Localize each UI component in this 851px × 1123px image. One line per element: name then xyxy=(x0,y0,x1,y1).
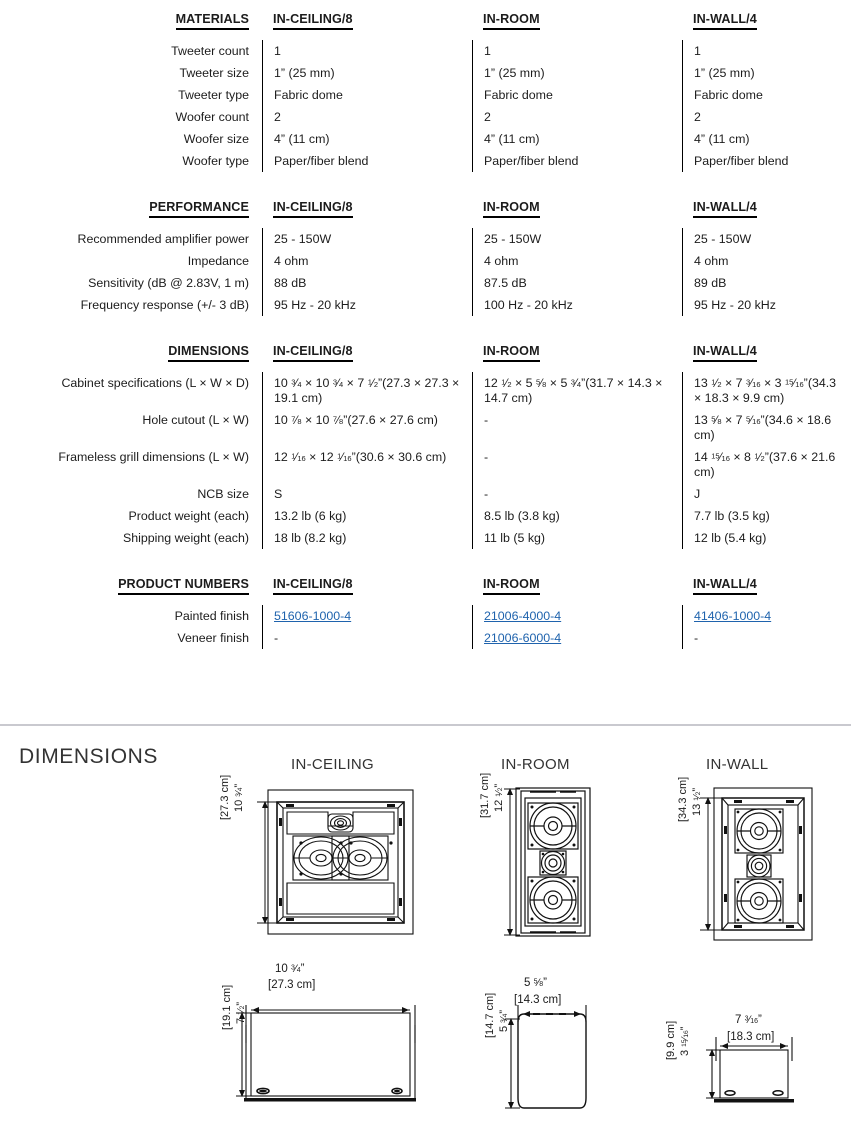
table-cell xyxy=(682,128,843,150)
table-cell xyxy=(682,294,843,316)
table-row xyxy=(0,372,851,409)
row-label: Tweeter count xyxy=(171,44,249,58)
table-cell xyxy=(472,272,682,294)
table-row xyxy=(0,128,851,150)
table-cell xyxy=(682,40,843,62)
table-cell xyxy=(682,228,843,250)
table-header-row xyxy=(0,12,851,30)
table-row xyxy=(0,272,851,294)
in-room-side-height-in-wrap xyxy=(498,1010,510,1032)
product-number-link[interactable]: 51606-1000-4 xyxy=(274,609,352,623)
cell-value: Fabric dome xyxy=(274,88,343,102)
cell-value: S xyxy=(274,487,283,501)
table-cell xyxy=(472,294,682,316)
table-cell xyxy=(262,483,472,505)
in-ceiling-front-height-label xyxy=(219,775,231,820)
in-room-front-height-cm: [31.7 cm] xyxy=(479,772,491,818)
table-cell xyxy=(682,250,843,272)
cell-value: 87.5 dB xyxy=(484,276,527,290)
table-cell xyxy=(472,106,682,128)
in-room-front-height-cm-wrap xyxy=(479,773,491,818)
in-room-side-height-cm: [14.7 cm] xyxy=(484,992,496,1038)
table-cell xyxy=(682,605,843,627)
row-label: Frequency response (+/- 3 dB) xyxy=(80,298,249,312)
table-cell xyxy=(682,627,843,649)
cell-value: Paper/fiber blend xyxy=(274,154,369,168)
spec-section-performance xyxy=(0,200,851,316)
in-ceiling-side-height-cm-wrap xyxy=(221,985,233,1030)
table-cell xyxy=(472,84,682,106)
cell-line-1: 13 $^1⁄_2 \times 7$ $^3⁄_{16} \times 3$ $^{15}⁄_{16}$” xyxy=(694,376,808,390)
in-room-side-drawing xyxy=(490,1000,630,1120)
row-label: Recommended amplifier power xyxy=(77,232,249,246)
in-ceiling-side-width-in: 10 $^3⁄_4$” xyxy=(275,963,305,975)
column-header-3: IN-WALL/4 xyxy=(682,577,843,595)
table-cell xyxy=(262,372,472,409)
cell-line-1: 12 $^1⁄_2 \times 5$ $^5⁄_8 \times 5$ $^3⁄_4$” xyxy=(484,376,586,390)
in-ceiling-side-height-cm: [19.1 cm] xyxy=(221,984,233,1030)
in-room-side-width-cm: [14.3 cm] xyxy=(514,994,562,1006)
row-label: Veneer finish xyxy=(177,631,249,645)
cell-value: 1” (25 mm) xyxy=(274,66,335,80)
table-row xyxy=(0,228,851,250)
cell-value: - xyxy=(694,631,699,645)
cell-value: 18 lb (8.2 kg) xyxy=(274,531,347,545)
in-ceiling-front-height-in: 10 $^3⁄_4$” xyxy=(233,783,245,812)
in-ceiling-front-drawing xyxy=(225,788,425,938)
diagram-caption-in-room: IN-ROOM xyxy=(501,756,570,773)
in-wall-side-width-cm: [18.3 cm] xyxy=(727,1031,775,1043)
cell-value: 88 dB xyxy=(274,276,307,290)
table-cell xyxy=(682,84,843,106)
table-cell xyxy=(262,527,472,549)
column-header-3: IN-WALL/4 xyxy=(682,12,843,30)
cell-value: Paper/fiber blend xyxy=(484,154,579,168)
in-wall-side-height-cm: [9.9 cm] xyxy=(665,1020,677,1060)
table-row xyxy=(0,250,851,272)
column-header-1: IN-CEILING/8 xyxy=(262,577,472,595)
column-header-1: IN-CEILING/8 xyxy=(262,12,472,30)
table-cell xyxy=(262,627,472,649)
cell-value: 2 xyxy=(274,110,281,124)
spec-section-dimensions xyxy=(0,344,851,549)
column-header-2: IN-ROOM xyxy=(472,12,682,30)
in-room-side-height-cm-wrap xyxy=(484,993,496,1038)
table-cell xyxy=(472,527,682,549)
table-row xyxy=(0,294,851,316)
table-cell xyxy=(472,605,682,627)
table-cell xyxy=(262,228,472,250)
in-ceiling-front-height-in-wrap xyxy=(233,784,245,812)
table-header-row xyxy=(0,344,851,362)
section-header-label: PERFORMANCE xyxy=(0,200,262,218)
column-header-3: IN-WALL/4 xyxy=(682,200,843,218)
cell-line-1: 12 $^1⁄_{16} \times 12$ $^1⁄_{16}$” xyxy=(274,450,356,464)
table-row xyxy=(0,527,851,549)
table-row xyxy=(0,40,851,62)
product-number-link[interactable]: 41406-1000-4 xyxy=(694,609,772,623)
table-cell xyxy=(682,446,843,483)
cell-line-1: 13 $^5⁄_8 \times 7$ $^5⁄_{16}$” xyxy=(694,413,765,427)
table-row xyxy=(0,505,851,527)
row-label: Cabinet specifications (L × W × D) xyxy=(61,376,249,390)
table-cell xyxy=(472,128,682,150)
table-row xyxy=(0,84,851,106)
cell-value: Fabric dome xyxy=(694,88,763,102)
table-cell xyxy=(472,250,682,272)
cell-value: - xyxy=(274,631,279,645)
row-label: Woofer type xyxy=(182,154,249,168)
row-label: NCB size xyxy=(197,487,249,501)
table-cell xyxy=(262,150,472,172)
table-cell xyxy=(262,294,472,316)
dimensions-title: DIMENSIONS xyxy=(19,745,159,768)
table-cell xyxy=(262,505,472,527)
cell-line-2: (27.6 × 27.6 cm) xyxy=(347,413,438,427)
in-ceiling-side-height-in: 7 $^1⁄_2$” xyxy=(235,1001,247,1024)
in-ceiling-side-drawing xyxy=(230,995,430,1110)
product-number-link[interactable]: 21006-4000-4 xyxy=(484,609,562,623)
spec-section-product-numbers xyxy=(0,577,851,649)
row-label: Sensitivity (dB @ 2.83V, 1 m) xyxy=(88,276,249,290)
cell-line-2: (34.3 × 18.3 × 9.9 cm) xyxy=(694,376,837,405)
column-header-3: IN-WALL/4 xyxy=(682,344,843,362)
table-cell xyxy=(682,527,843,549)
cell-value: 1 xyxy=(694,44,701,58)
table-cell xyxy=(262,409,472,446)
cell-value: 11 lb (5 kg) xyxy=(484,531,546,545)
cell-line-1: - xyxy=(484,413,489,427)
table-row xyxy=(0,605,851,627)
in-wall-side-width-in: 7 $^3⁄_{16}$” xyxy=(735,1014,762,1026)
column-header-2: IN-ROOM xyxy=(472,344,682,362)
table-cell xyxy=(472,372,682,409)
table-cell xyxy=(472,62,682,84)
table-cell xyxy=(472,228,682,250)
cell-value: 13.2 lb (6 kg) xyxy=(274,509,347,523)
table-row xyxy=(0,106,851,128)
cell-value: 2 xyxy=(484,110,491,124)
product-number-link[interactable]: 21006-6000-4 xyxy=(484,631,562,645)
table-cell xyxy=(682,62,843,84)
in-room-front-height-in-wrap xyxy=(493,784,505,812)
table-cell xyxy=(682,150,843,172)
cell-value: 2 xyxy=(694,110,701,124)
table-cell xyxy=(682,272,843,294)
table-cell xyxy=(472,409,682,446)
table-row xyxy=(0,446,851,483)
cell-line-2: (37.6 × 21.6 cm) xyxy=(694,450,836,479)
section-header-label: MATERIALS xyxy=(0,12,262,30)
row-label: Woofer count xyxy=(175,110,249,124)
table-cell xyxy=(472,150,682,172)
cell-line-1: 10 $^3⁄_4 \times 10$ $^3⁄_4 \times 7$ $^1⁄_2$” xyxy=(274,376,383,390)
in-room-side-height-in: 5 $^3⁄_4$” xyxy=(498,1009,510,1032)
table-cell xyxy=(262,605,472,627)
table-cell xyxy=(682,483,843,505)
row-label: Tweeter size xyxy=(179,66,249,80)
table-header-row xyxy=(0,200,851,218)
cell-line-1: - xyxy=(484,450,489,464)
diagram-caption-in-wall: IN-WALL xyxy=(706,756,769,773)
in-wall-front-drawing xyxy=(700,786,835,941)
cell-value: 12 lb (5.4 kg) xyxy=(694,531,767,545)
table-cell xyxy=(682,106,843,128)
table-cell xyxy=(472,627,682,649)
cell-value: Fabric dome xyxy=(484,88,553,102)
in-ceiling-side-width-cm: [27.3 cm] xyxy=(268,979,316,991)
diagram-caption-in-ceiling: IN-CEILING xyxy=(291,756,375,773)
cell-value: 8.5 lb (3.8 kg) xyxy=(484,509,560,523)
cell-value: Paper/fiber blend xyxy=(694,154,789,168)
cell-line-2: (34.6 × 18.6 cm) xyxy=(694,413,832,442)
cell-value: J xyxy=(694,487,701,501)
row-label: Impedance xyxy=(187,254,249,268)
cell-value: 95 Hz - 20 kHz xyxy=(694,298,776,312)
table-cell xyxy=(262,106,472,128)
column-header-2: IN-ROOM xyxy=(472,577,682,595)
in-wall-side-drawing xyxy=(700,1035,830,1115)
cell-value: 1” (25 mm) xyxy=(484,66,545,80)
table-row xyxy=(0,627,851,649)
cell-value: 4” (11 cm) xyxy=(484,132,540,146)
section-header-label: DIMENSIONS xyxy=(0,344,262,362)
cell-line-2: (30.6 × 30.6 cm) xyxy=(355,450,447,464)
cell-value: 89 dB xyxy=(694,276,727,290)
cell-value: 4 ohm xyxy=(274,254,309,268)
cell-line-1: 14 $^{15}⁄_{16} \times 8$ $^1⁄_2$” xyxy=(694,450,769,464)
spec-tables xyxy=(0,12,851,649)
row-label: Painted finish xyxy=(174,609,249,623)
in-wall-side-height-cm-wrap xyxy=(665,1021,677,1060)
row-label: Product weight (each) xyxy=(128,509,249,523)
table-cell xyxy=(472,40,682,62)
table-cell xyxy=(682,409,843,446)
cell-value: 4” (11 cm) xyxy=(274,132,330,146)
table-cell xyxy=(262,446,472,483)
cell-line-2: (27.3 × 27.3 × 19.1 cm) xyxy=(274,376,460,405)
cell-value: 4” (11 cm) xyxy=(694,132,750,146)
table-cell xyxy=(262,62,472,84)
table-cell xyxy=(262,84,472,106)
table-row xyxy=(0,150,851,172)
column-header-1: IN-CEILING/8 xyxy=(262,344,472,362)
table-cell xyxy=(262,250,472,272)
cell-value: 100 Hz - 20 kHz xyxy=(484,298,573,312)
in-wall-side-height-in: 3 $^{15}⁄_{16}$” xyxy=(679,1026,691,1056)
in-wall-front-height-cm-wrap xyxy=(677,777,689,822)
cell-value: 4 ohm xyxy=(484,254,519,268)
cell-value: 1” (25 mm) xyxy=(694,66,755,80)
column-header-1: IN-CEILING/8 xyxy=(262,200,472,218)
cell-value: 95 Hz - 20 kHz xyxy=(274,298,356,312)
cell-value: 25 - 150W xyxy=(274,232,332,246)
in-room-side-width-in: 5 $^5⁄_8$” xyxy=(524,977,548,989)
in-wall-front-height-in: 13 $^1⁄_2$” xyxy=(691,787,703,816)
table-cell xyxy=(262,128,472,150)
section-divider xyxy=(0,724,851,726)
table-header-row xyxy=(0,577,851,595)
in-ceiling-side-height-in-wrap xyxy=(235,1002,247,1024)
cell-line-1: 10 $^7⁄_8 \times 10$ $^7⁄_8$” xyxy=(274,413,348,427)
in-room-front-drawing xyxy=(500,786,630,938)
table-cell xyxy=(682,505,843,527)
spec-section-materials xyxy=(0,12,851,172)
row-label: Frameless grill dimensions (L × W) xyxy=(58,450,249,464)
cell-value: 4 ohm xyxy=(694,254,729,268)
row-label: Tweeter type xyxy=(178,88,249,102)
cell-value: 1 xyxy=(484,44,491,58)
table-cell xyxy=(472,483,682,505)
cell-value: - xyxy=(484,487,489,501)
table-cell xyxy=(472,505,682,527)
cell-line-2: (31.7 × 14.3 × 14.7 cm) xyxy=(484,376,663,405)
in-ceiling-front-height-cm: [27.3 cm] xyxy=(219,774,231,820)
table-row xyxy=(0,483,851,505)
in-wall-front-height-in-wrap xyxy=(691,788,703,816)
cell-value: 1 xyxy=(274,44,281,58)
cell-value: 25 - 150W xyxy=(694,232,752,246)
in-wall-front-height-cm: [34.3 cm] xyxy=(677,776,689,822)
in-room-front-height-in: 12 $^1⁄_2$” xyxy=(493,783,505,812)
section-header-label: PRODUCT NUMBERS xyxy=(0,577,262,595)
row-label: Hole cutout (L × W) xyxy=(142,413,249,427)
cell-value: 25 - 150W xyxy=(484,232,542,246)
table-row xyxy=(0,62,851,84)
table-cell xyxy=(472,446,682,483)
table-cell xyxy=(262,272,472,294)
row-label: Woofer size xyxy=(183,132,249,146)
table-cell xyxy=(262,40,472,62)
column-header-2: IN-ROOM xyxy=(472,200,682,218)
row-label: Shipping weight (each) xyxy=(122,531,249,545)
table-row xyxy=(0,409,851,446)
cell-value: 7.7 lb (3.5 kg) xyxy=(694,509,770,523)
table-cell xyxy=(682,372,843,409)
in-wall-side-height-in-wrap xyxy=(679,1027,691,1056)
